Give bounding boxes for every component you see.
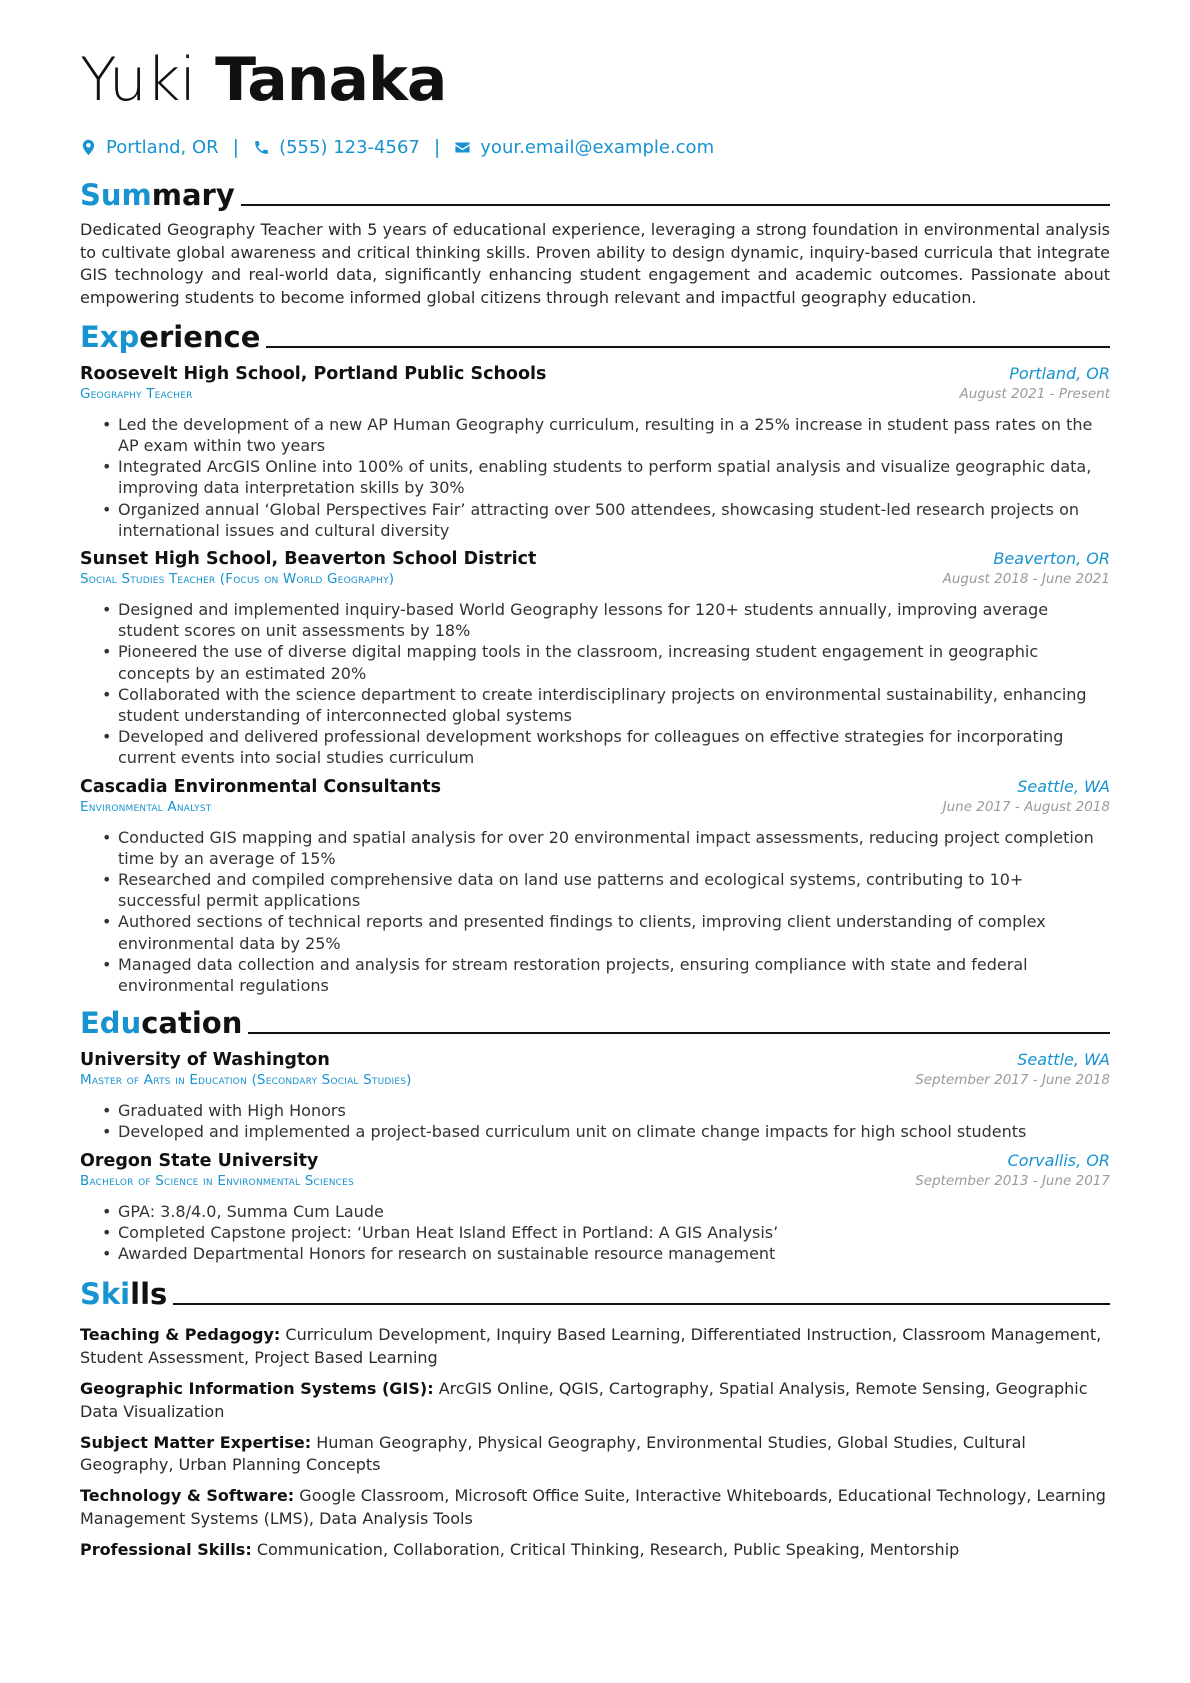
school-name: University of Washington bbox=[80, 1050, 330, 1071]
list-item: • Developed and delivered professional development workshops for colleagues on effective strategies for incorporating current events into social studies curriculum bbox=[118, 726, 1110, 768]
skill-category: Subject Matter Expertise: bbox=[80, 1432, 312, 1452]
experience-heading-rest: erience bbox=[139, 319, 261, 354]
education-bullets bbox=[80, 1201, 1110, 1265]
job-title: Social Studies Teacher (Focus on World Geography) bbox=[80, 571, 395, 588]
employer-name: Sunset High School, Beaverton School District bbox=[80, 549, 537, 570]
list-item: • Pioneered the use of diverse digital mapping tools in the classroom, increasing student engagement in geographic concepts by an estimated 20% bbox=[118, 641, 1110, 683]
employer-location: Seattle, WA bbox=[1017, 776, 1110, 796]
skill-row bbox=[80, 1485, 1110, 1530]
employer-name: Roosevelt High School, Portland Public Schools bbox=[80, 363, 547, 384]
employer-name: Cascadia Environmental Consultants bbox=[80, 776, 442, 797]
skill-category: Professional Skills: bbox=[80, 1540, 252, 1560]
section-rule bbox=[248, 1032, 1110, 1034]
skill-items: Human Geography, Physical Geography, Environmental Studies, Global Studies, Cultural Geography, Urban Planning Concepts bbox=[80, 1432, 1026, 1475]
list-item: • Collaborated with the science department to create interdisciplinary projects on environmental sustainability, enhancing student understanding of interconnected global systems bbox=[118, 684, 1110, 726]
skill-row bbox=[80, 1539, 1110, 1562]
experience-entry bbox=[80, 364, 1110, 541]
education-entry bbox=[80, 1050, 1110, 1142]
school-location: Corvallis, OR bbox=[1007, 1150, 1110, 1170]
section-rule bbox=[241, 204, 1110, 206]
section-rule bbox=[266, 346, 1110, 348]
envelope-icon bbox=[454, 139, 471, 156]
degree-title: Bachelor of Science in Environmental Sciences bbox=[80, 1172, 354, 1189]
skills-heading-rest: lls bbox=[130, 1277, 168, 1312]
job-title: Geography Teacher bbox=[80, 385, 193, 402]
list-item: • Researched and compiled comprehensive data on land use patterns and ecological systems, contributing to 10+ successful permit applications bbox=[118, 869, 1110, 911]
first-name: Yuki bbox=[80, 45, 196, 115]
job-title: Environmental Analyst bbox=[80, 798, 212, 815]
list-item: • Led the development of a new AP Human Geography curriculum, resulting in a 25% increase in student pass rates on the AP exam within two years bbox=[118, 414, 1110, 456]
job-bullets bbox=[80, 827, 1110, 997]
entry-subheader bbox=[80, 1173, 1110, 1189]
experience-entry bbox=[80, 549, 1110, 769]
summary-heading-rest: mary bbox=[151, 178, 235, 212]
degree-dates: September 2017 - June 2018 bbox=[915, 1072, 1110, 1089]
entry-header bbox=[80, 1151, 1110, 1171]
location-text: Portland, OR bbox=[106, 136, 219, 158]
education-bullets bbox=[80, 1100, 1110, 1142]
skill-items: Communication, Collaboration, Critical Thinking, Research, Public Speaking, Mentorship bbox=[256, 1540, 960, 1560]
list-item: • Graduated with High Honors bbox=[118, 1100, 1110, 1121]
job-dates: August 2018 - June 2021 bbox=[942, 571, 1110, 588]
job-dates: August 2021 - Present bbox=[959, 385, 1110, 402]
school-name: Oregon State University bbox=[80, 1150, 319, 1171]
job-bullets bbox=[80, 414, 1110, 541]
list-item: • Completed Capstone project: ‘Urban Heat Island Effect in Portland: A GIS Analysis’ bbox=[118, 1222, 1110, 1243]
entry-subheader bbox=[80, 799, 1110, 815]
skills-heading bbox=[80, 1276, 1110, 1312]
contact-separator: | bbox=[232, 136, 240, 158]
entry-subheader bbox=[80, 1072, 1110, 1088]
education-heading bbox=[80, 1005, 1110, 1041]
contact-email[interactable] bbox=[454, 137, 714, 158]
skill-category: Technology & Software: bbox=[80, 1486, 295, 1506]
entry-header bbox=[80, 777, 1110, 797]
list-item: • Conducted GIS mapping and spatial analysis for over 20 environmental impact assessments, reducing project completion time by an average of 15% bbox=[118, 827, 1110, 869]
list-item: • GPA: 3.8/4.0, Summa Cum Laude bbox=[118, 1201, 1110, 1222]
skill-items: Google Classroom, Microsoft Office Suite, Interactive Whiteboards, Educational Technology, Learning Management Systems (LMS), Data Analysis Tools bbox=[80, 1486, 1106, 1528]
employer-location: Portland, OR bbox=[1009, 363, 1110, 383]
job-bullets bbox=[80, 599, 1110, 769]
list-item: • Designed and implemented inquiry-based World Geography lessons for 120+ students annually, improving average student scores on unit assessments by 18% bbox=[118, 599, 1110, 641]
phone-icon bbox=[253, 139, 270, 156]
skill-category: Geographic Information Systems (GIS): bbox=[80, 1378, 434, 1398]
contact-separator: | bbox=[433, 136, 441, 158]
summary-heading bbox=[80, 177, 1110, 213]
experience-entry bbox=[80, 777, 1110, 997]
list-item: • Organized annual ‘Global Perspectives Fair’ attracting over 500 attendees, showcasing student-led research projects on international issues and cultural diversity bbox=[118, 499, 1110, 541]
education-heading-rest: cation bbox=[141, 1006, 243, 1041]
map-marker-icon bbox=[80, 139, 97, 156]
entry-header bbox=[80, 549, 1110, 569]
employer-location: Beaverton, OR bbox=[993, 549, 1110, 569]
experience-heading bbox=[80, 319, 1110, 355]
list-item: • Authored sections of technical reports and presented findings to clients, improving client understanding of complex environmental data by 25% bbox=[118, 911, 1110, 953]
skill-items: ArcGIS Online, QGIS, Cartography, Spatial Analysis, Remote Sensing, Geographic Data Visualization bbox=[80, 1378, 1088, 1421]
degree-title: Master of Arts in Education (Secondary Social Studies) bbox=[80, 1072, 412, 1089]
list-item: • Managed data collection and analysis for stream restoration projects, ensuring compliance with state and federal environmental regulations bbox=[118, 954, 1110, 996]
entry-subheader bbox=[80, 571, 1110, 587]
skill-row bbox=[80, 1324, 1110, 1369]
education-entry bbox=[80, 1151, 1110, 1265]
section-rule bbox=[173, 1303, 1110, 1305]
contact-location bbox=[80, 137, 219, 158]
skill-category: Teaching & Pedagogy: bbox=[80, 1325, 281, 1345]
email-text: your.email@example.com bbox=[480, 136, 715, 158]
contact-line bbox=[80, 134, 1110, 160]
education-heading-accent: Edu bbox=[80, 1006, 142, 1041]
skill-row bbox=[80, 1378, 1110, 1423]
skills-heading-accent: Ski bbox=[80, 1277, 131, 1312]
entry-subheader bbox=[80, 386, 1110, 402]
list-item: • Integrated ArcGIS Online into 100% of units, enabling students to perform spatial analysis and visualize geographic data, improving data interpretation skills by 30% bbox=[118, 456, 1110, 498]
candidate-name bbox=[80, 44, 1110, 116]
skill-row bbox=[80, 1432, 1110, 1477]
summary-text: Dedicated Geography Teacher with 5 years of educational experience, leveraging a strong foundation in environmental analysis to cultivate global awareness and critical thinking skills. Proven ability to design dynamic, inquiry-based curricula that integrate GIS technology and real-world data, significantly enhancing student engagement and academic outcomes. Passionate about empowering students to become informed global citizens through relevant and impactful geography education. bbox=[80, 220, 1110, 308]
school-location: Seattle, WA bbox=[1017, 1050, 1110, 1070]
last-name: Tanaka bbox=[215, 45, 447, 115]
list-item: • Awarded Departmental Honors for research on sustainable resource management bbox=[118, 1243, 1110, 1264]
skill-items: Curriculum Development, Inquiry Based Learning, Differentiated Instruction, Classroom Management, Student Assessment, Project Based Learning bbox=[80, 1325, 1102, 1367]
degree-dates: September 2013 - June 2017 bbox=[915, 1172, 1110, 1189]
summary-heading-accent: Sum bbox=[80, 178, 152, 212]
entry-header bbox=[80, 364, 1110, 384]
phone-text: (555) 123-4567 bbox=[279, 136, 420, 158]
list-item: • Developed and implemented a project-based curriculum unit on climate change impacts for high school students bbox=[118, 1121, 1110, 1142]
contact-phone[interactable] bbox=[253, 137, 420, 158]
job-dates: June 2017 - August 2018 bbox=[942, 798, 1110, 815]
experience-heading-accent: Exp bbox=[80, 319, 140, 354]
entry-header bbox=[80, 1050, 1110, 1070]
skills-list bbox=[80, 1324, 1110, 1561]
